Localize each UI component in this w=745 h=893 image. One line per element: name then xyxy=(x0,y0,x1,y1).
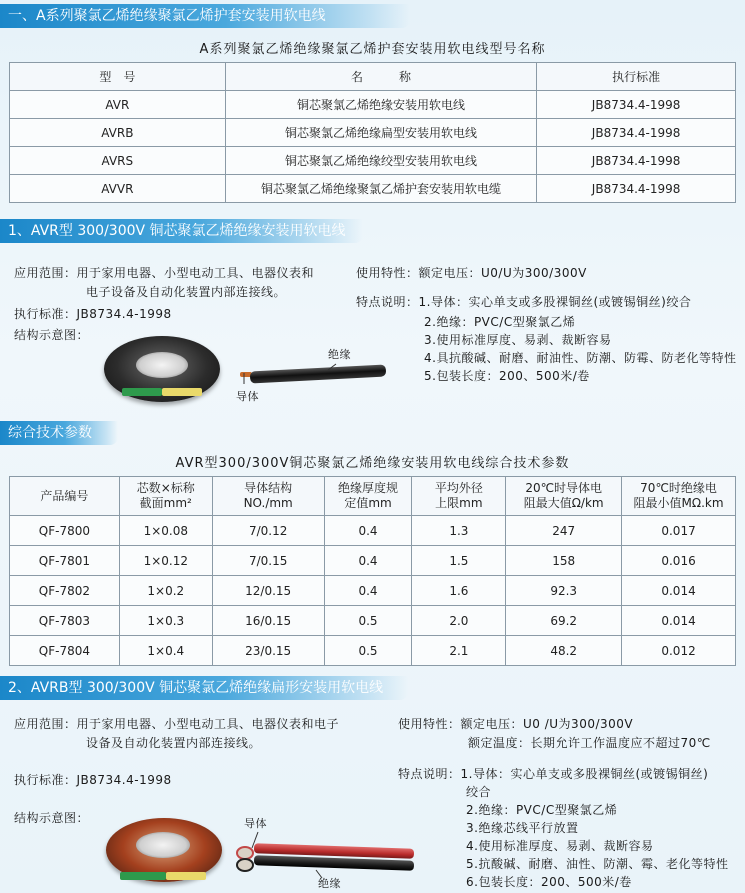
cell-standard: JB8734.4-1998 xyxy=(537,91,736,119)
cell-model: AVVR xyxy=(10,175,226,203)
table-header-row xyxy=(10,63,736,91)
cell: QF-7802 xyxy=(10,576,120,606)
cell: 0.016 xyxy=(622,546,736,576)
tech-table-title: AVR型300/300V铜芯聚氯乙烯绝缘安装用软电线综合技术参数 xyxy=(175,456,570,471)
cell: 1×0.08 xyxy=(119,516,212,546)
feature-2: 2.绝缘：PVC/C型聚氯乙烯 xyxy=(466,803,618,817)
conductor-label: 导体 xyxy=(244,817,267,830)
cell: 0.5 xyxy=(324,606,412,636)
header-text: 定值mm xyxy=(344,496,392,510)
cell: QF-7803 xyxy=(10,606,120,636)
feature-1-cont: 绞合 xyxy=(466,785,492,799)
cell: 1.6 xyxy=(412,576,506,606)
cell: 12/0.15 xyxy=(212,576,324,606)
cell: 0.4 xyxy=(324,546,412,576)
header-model: 型 号 xyxy=(10,63,226,91)
cell: 2.0 xyxy=(412,606,506,636)
cell: 0.4 xyxy=(324,516,412,546)
table-row xyxy=(10,175,736,203)
tech-params-banner: 综合技术参数 xyxy=(0,421,118,445)
model-name-table xyxy=(9,62,736,203)
cell: 0.4 xyxy=(324,576,412,606)
feature-1: 特点说明：1.导体：实心单支或多股裸铜丝(或镀锡铜丝) xyxy=(398,767,709,781)
feature-1: 特点说明：1.导体：实心单支或多股裸铜丝(或镀锡铜丝)绞合 xyxy=(356,295,692,309)
feature-4: 4.使用标准厚度、易剥、裁断容易 xyxy=(466,839,654,853)
header-text: 芯数×标称 xyxy=(136,481,195,495)
header-text: 平均外径 xyxy=(434,481,483,495)
header-resistance xyxy=(506,477,622,516)
cell: 247 xyxy=(506,516,622,546)
feature-3: 3.使用标准厚度、易剥、裁断容易 xyxy=(424,333,612,347)
feature-6: 6.包装长度：200、500米/卷 xyxy=(466,875,632,889)
header-product-code xyxy=(10,477,120,516)
cell: 7/0.15 xyxy=(212,546,324,576)
cell: 1×0.12 xyxy=(119,546,212,576)
cell-name: 铜芯聚氯乙烯绝缘安装用软电线 xyxy=(225,91,537,119)
table-row xyxy=(10,576,736,606)
cell-name: 铜芯聚氯乙烯绝缘聚氯乙烯护套安装用软电缆 xyxy=(225,175,537,203)
header-insulation-resistance xyxy=(622,477,736,516)
feature-3: 3.绝缘芯线平行放置 xyxy=(466,821,579,835)
header-name: 名 称 xyxy=(225,63,537,91)
cell: 7/0.12 xyxy=(212,516,324,546)
cell: QF-7804 xyxy=(10,636,120,666)
usage-text-line1: 应用范围：用于家用电器、小型电动工具、电器仪表和电子 xyxy=(14,717,340,731)
cell: 16/0.15 xyxy=(212,606,324,636)
feature-5: 5.抗酸碱、耐磨、油性、防潮、霉、老化等特性 xyxy=(466,857,729,871)
cell-name: 铜芯聚氯乙烯绝缘绞型安装用软电线 xyxy=(225,147,537,175)
cell-name: 铜芯聚氯乙烯绝缘扁型安装用软电线 xyxy=(225,119,537,147)
header-text: 绝缘厚度规 xyxy=(338,481,399,495)
header-text: 导体结构 xyxy=(244,481,293,495)
cell: 0.014 xyxy=(622,606,736,636)
cell-model: AVRS xyxy=(10,147,226,175)
cell: QF-7801 xyxy=(10,546,120,576)
spec-text-line2: 额定温度：长期允许工作温度应不超过70℃ xyxy=(468,736,711,750)
spec-text: 使用特性：额定电压：U0/U为300/300V xyxy=(356,266,587,280)
header-text: 上限mm xyxy=(435,496,483,510)
cell: 0.014 xyxy=(622,576,736,606)
table-row xyxy=(10,119,736,147)
table-row xyxy=(10,636,736,666)
table-row xyxy=(10,606,736,636)
cell-standard: JB8734.4-1998 xyxy=(537,147,736,175)
usage-text-line2: 设备及自动化装置内部连接线。 xyxy=(86,736,262,750)
header-text: 阻最小值MΩ.km xyxy=(633,496,724,510)
section-2-banner: 2、AVRB型 300/300V 铜芯聚氯乙烯绝缘扁形安装用软电线 xyxy=(0,676,408,700)
table-header-row xyxy=(10,477,736,516)
usage-text-line2: 电子设备及自动化装置内部连接线。 xyxy=(86,285,287,299)
cell-standard: JB8734.4-1998 xyxy=(537,175,736,203)
header-text: NO./mm xyxy=(243,496,293,510)
cell: 0.5 xyxy=(324,636,412,666)
feature-5: 5.包装长度：200、500米/卷 xyxy=(424,369,590,383)
feature-2: 2.绝缘：PVC/C型聚氯乙烯 xyxy=(424,315,576,329)
header-diameter xyxy=(412,477,506,516)
diagram-label: 结构示意图： xyxy=(14,811,90,825)
cell: 0.017 xyxy=(622,516,736,546)
header-text: 20℃时导体电 xyxy=(525,481,603,495)
header-insulation xyxy=(324,477,412,516)
section-a-table-title: A系列聚氯乙烯绝缘聚氯乙烯护套安装用软电线型号名称 xyxy=(199,42,546,57)
cell-model: AVRB xyxy=(10,119,226,147)
insulation-label: 绝缘 xyxy=(328,348,351,361)
cell: 48.2 xyxy=(506,636,622,666)
cell: 69.2 xyxy=(506,606,622,636)
cell: 1×0.3 xyxy=(119,606,212,636)
cell: 92.3 xyxy=(506,576,622,606)
header-standard: 执行标准 xyxy=(537,63,736,91)
cell: 2.1 xyxy=(412,636,506,666)
usage-text-line1: 应用范围：用于家用电器、小型电动工具、电器仪表和 xyxy=(14,266,315,280)
cell-standard: JB8734.4-1998 xyxy=(537,119,736,147)
cell: 158 xyxy=(506,546,622,576)
insulation-label: 绝缘 xyxy=(318,877,341,890)
header-text: 产品编号 xyxy=(40,488,89,503)
header-text: 阻最大值Ω/km xyxy=(523,496,604,510)
table-row xyxy=(10,147,736,175)
conductor-label: 导体 xyxy=(236,390,259,403)
feature-4: 4.具抗酸碱、耐磨、耐油性、防潮、防霉、防老化等特性 xyxy=(424,351,737,365)
header-cores-section xyxy=(119,477,212,516)
cell: QF-7800 xyxy=(10,516,120,546)
table-row xyxy=(10,91,736,119)
cell: 23/0.15 xyxy=(212,636,324,666)
header-text: 截面mm² xyxy=(139,496,192,510)
header-conductor xyxy=(212,477,324,516)
cell: 1×0.2 xyxy=(119,576,212,606)
cell: 1×0.4 xyxy=(119,636,212,666)
standard-text: 执行标准：JB8734.4-1998 xyxy=(14,307,172,321)
section-1-banner: 1、AVR型 300/300V 铜芯聚氯乙烯绝缘安装用软电线 xyxy=(0,219,363,243)
tech-params-table xyxy=(9,476,736,666)
cell: 1.3 xyxy=(412,516,506,546)
cell: 0.012 xyxy=(622,636,736,666)
cell: 1.5 xyxy=(412,546,506,576)
table-row xyxy=(10,516,736,546)
spec-text-line1: 使用特性：额定电压：U0 /U为300/300V xyxy=(398,717,634,731)
cell-model: AVR xyxy=(10,91,226,119)
table-row xyxy=(10,546,736,576)
header-text: 70℃时绝缘电 xyxy=(640,481,717,495)
diagram-label: 结构示意图： xyxy=(14,328,90,342)
standard-text: 执行标准：JB8734.4-1998 xyxy=(14,773,172,787)
section-a-banner: 一、A系列聚氯乙烯绝缘聚氯乙烯护套安装用软电线 xyxy=(0,4,410,28)
